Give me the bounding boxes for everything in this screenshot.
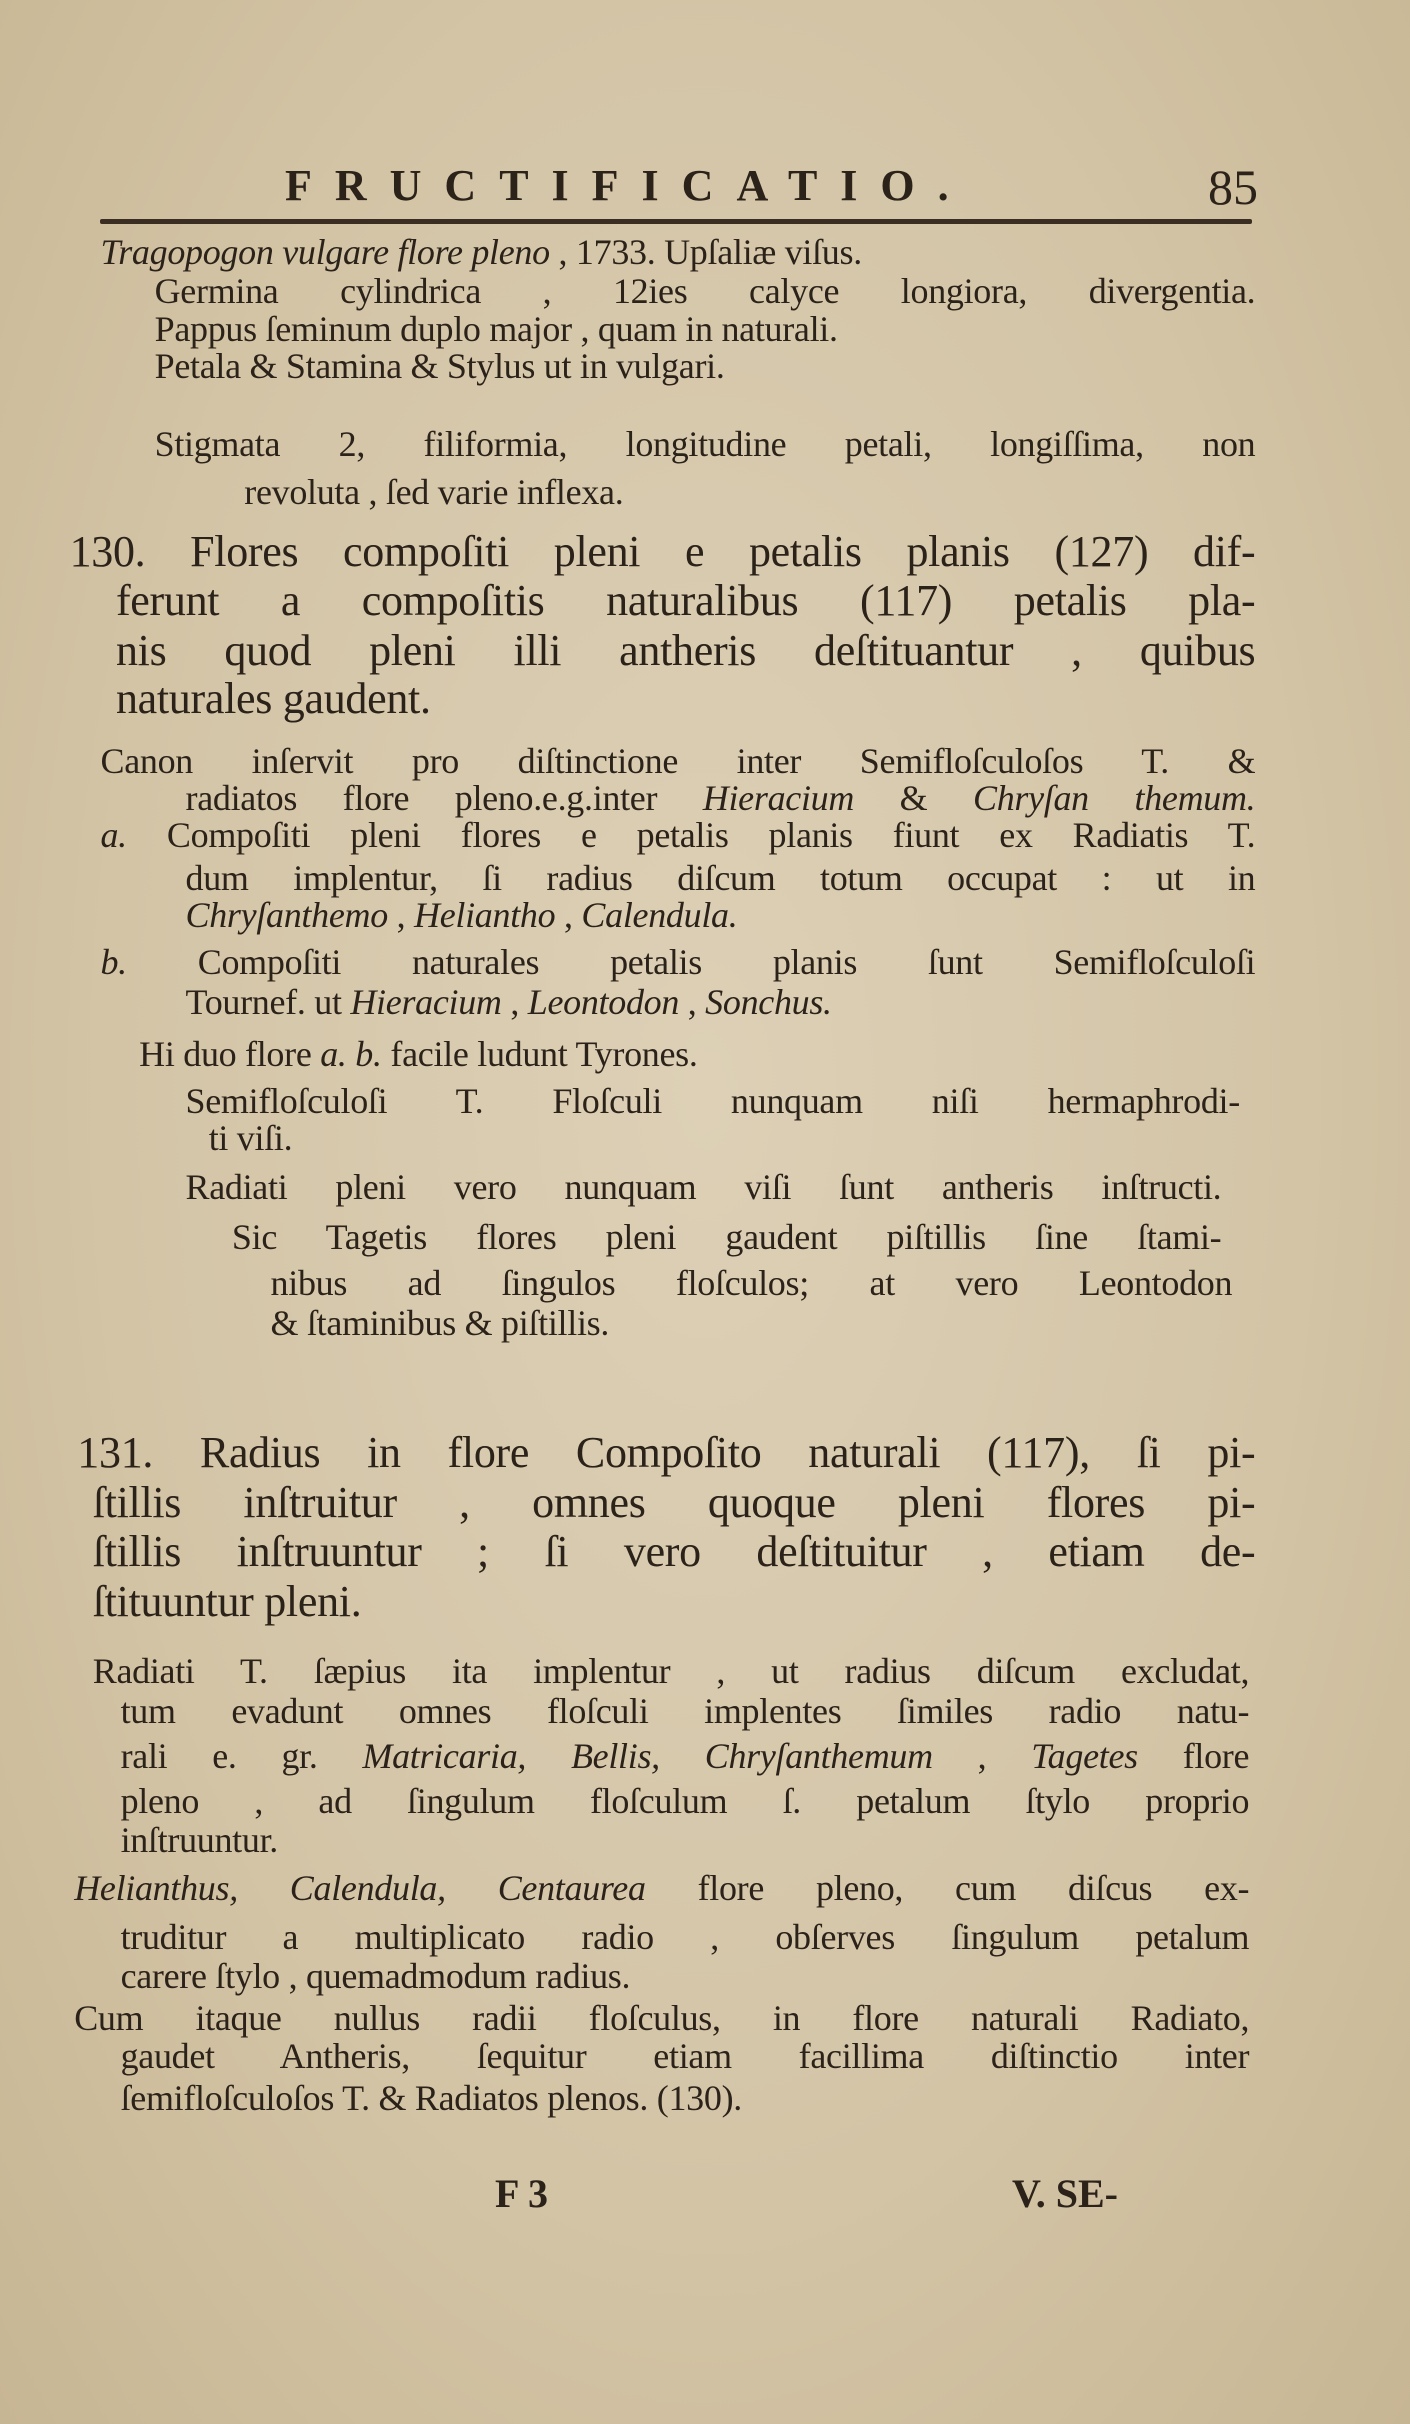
text-line: [232, 1215, 1221, 1259]
signature-mark: F 3: [495, 2171, 548, 2216]
text-segment: ,: [387, 895, 415, 936]
text-segment: nibus ad ſingulos floſculos; at vero Leontodon: [270, 1263, 1233, 1304]
text-segment: ,: [932, 1736, 1032, 1777]
text-segment: rali e. gr.: [120, 1736, 363, 1777]
text-line: [121, 1689, 1250, 1733]
text-line: [121, 2076, 742, 2120]
text-segment: ſtituuntur pleni.: [92, 1576, 362, 1626]
text-segment: naturales gaudent.: [115, 673, 431, 723]
text-segment: Radiati T. ſæpius ita implentur , ut radius diſcum excludat,: [92, 1651, 1250, 1692]
text-line: [121, 1915, 1250, 1959]
text-line: [77, 1427, 1255, 1479]
text-segment: ,: [501, 981, 528, 1022]
text-line: [121, 1779, 1250, 1823]
italic-text: Chryſan themum.: [972, 777, 1256, 818]
catchword: V. SE-: [1012, 2171, 1118, 2216]
text-segment: 130. Flores compoſiti pleni e petalis planis (127) dif-: [69, 526, 1256, 576]
text-segment: Pappus ſeminum duplo major , quam in naturali.: [154, 309, 838, 350]
italic-text: Heliantho: [414, 895, 556, 936]
text-segment: , 1733. Upſaliæ viſus.: [549, 232, 862, 272]
text-line: [74, 1866, 1249, 1910]
text-line: [155, 344, 725, 388]
text-line: [271, 1261, 1233, 1305]
text-segment: Stigmata 2, filiformia, longitudine petali, longiſſima, non: [154, 423, 1256, 464]
text-line: [121, 1954, 631, 1998]
text-segment: dum implentur, ſi radius diſcum totum occupat : ut in: [185, 858, 1256, 899]
text-line: [70, 526, 1256, 578]
text-line: [93, 1576, 362, 1628]
italic-text: Matricaria, Bellis, Chryſanthemum: [362, 1736, 933, 1777]
text-line: [100, 230, 861, 274]
text-segment: Cum itaque nullus radii floſculus, in flore naturali Radiato,: [74, 1997, 1250, 2038]
italic-text: Leontodon: [527, 981, 680, 1022]
italic-text: Calendula.: [581, 895, 738, 936]
italic-text: Tragopogon vulgare flore pleno: [100, 232, 550, 272]
text-line: [186, 893, 738, 937]
text-line: [116, 625, 1255, 677]
italic-text: a.: [100, 814, 127, 855]
text-line: [121, 1818, 278, 1862]
text-segment: truditur a multiplicato radio , obſerves ſingulum petalum: [120, 1917, 1250, 1958]
text-segment: &: [854, 777, 973, 818]
text-line: [139, 1032, 697, 1076]
text-segment: Semifloſculoſi T. Floſculi nunquam niſi hermaphrodi-: [185, 1080, 1240, 1121]
text-line: [186, 1079, 1240, 1123]
text-line: [100, 813, 1255, 857]
text-segment: & ſtaminibus & piſtillis.: [270, 1303, 610, 1344]
italic-text: Helianthus, Calendula, Centaurea: [74, 1867, 646, 1908]
text-segment: ferunt a compoſitis naturalibus (117) petalis pla-: [115, 576, 1256, 626]
text-segment: ſtillis inſtruitur , omnes quoque pleni flores pi-: [92, 1477, 1256, 1527]
text-line: [271, 1301, 610, 1345]
text-segment: gaudet Antheris, ſequitur etiam facillima diſtinctio inter: [120, 2036, 1250, 2077]
text-line: [244, 470, 623, 514]
text-line: [100, 940, 1255, 984]
text-segment: ,: [679, 981, 706, 1022]
italic-text: Hieracium: [350, 981, 502, 1022]
text-line: [93, 1477, 1256, 1529]
text-segment: Radiati pleni vero nunquam viſi ſunt antheris inſtructi.: [185, 1167, 1222, 1208]
italic-text: Hieracium: [702, 777, 855, 818]
text-line: [93, 1649, 1249, 1693]
text-line: [121, 1734, 1250, 1778]
text-line: [155, 269, 1256, 313]
text-segment: ,: [555, 895, 582, 936]
text-segment: nis quod pleni illi antheris deſtituantur , quibus: [115, 625, 1256, 675]
text-segment: tum evadunt omnes floſculi implentes ſimiles radio natu-: [120, 1691, 1250, 1732]
header-rule: [100, 219, 1252, 224]
text-segment: Germina cylindrica , 12ies calyce longiora, divergentia.: [154, 270, 1256, 311]
text-segment: carere ſtylo , quemadmodum radius.: [120, 1955, 631, 1996]
italic-text: Chryſanthemo: [185, 895, 388, 936]
italic-text: Tagetes: [1031, 1736, 1138, 1777]
text-segment: Compoſiti pleni flores e petalis planis fiunt ex Radiatis T.: [126, 814, 1256, 855]
text-segment: ti viſi.: [208, 1117, 293, 1158]
text-segment: Compoſiti naturales petalis planis ſunt Semifloſculoſi: [126, 941, 1256, 982]
text-segment: 131. Radius in flore Compoſito naturali (117), ſi pi-: [77, 1428, 1256, 1478]
text-segment: Sic Tagetis flores pleni gaudent piſtillis ſine ſtami-: [231, 1216, 1222, 1257]
text-segment: facile ludunt Tyrones.: [381, 1034, 698, 1075]
text-line: [93, 1526, 1256, 1578]
text-segment: ſtillis inſtruuntur ; ſi vero deſtituitur , etiam de-: [92, 1527, 1256, 1577]
text-line: [155, 422, 1256, 466]
italic-text: Sonchus.: [705, 981, 832, 1022]
text-segment: ſemifloſculoſos T. & Radiatos plenos. (130).: [120, 2077, 742, 2118]
text-segment: Tournef. ut: [185, 981, 351, 1022]
italic-text: a. b.: [320, 1034, 382, 1075]
text-line: [116, 575, 1255, 627]
text-segment: radiatos flore pleno.e.g.inter: [185, 777, 703, 818]
text-segment: Hi duo flore: [139, 1034, 321, 1075]
text-segment: Petala & Stamina & Stylus ut in vulgari.: [154, 346, 725, 387]
text-line: [209, 1116, 293, 1160]
text-line: [186, 980, 832, 1024]
text-line: [186, 1165, 1222, 1209]
text-segment: revoluta , ſed varie inflexa.: [244, 471, 624, 512]
italic-text: b.: [100, 941, 127, 982]
text-segment: pleno , ad ſingulum floſculum ſ. petalum ſtylo proprio: [120, 1781, 1250, 1822]
text-segment: Canon inſervit pro diſtinctione inter Semifloſculoſos T. &: [100, 740, 1256, 781]
text-segment: inſtruuntur.: [120, 1819, 278, 1860]
page-number: 85: [1208, 159, 1258, 215]
text-segment: flore: [1137, 1736, 1250, 1777]
running-title: FRUCTIFICATIO.: [285, 161, 972, 210]
text-segment: flore pleno, cum diſcus ex-: [645, 1867, 1250, 1908]
text-line: [121, 2034, 1250, 2078]
text-line: [116, 673, 431, 725]
text-line: [74, 1996, 1249, 2040]
